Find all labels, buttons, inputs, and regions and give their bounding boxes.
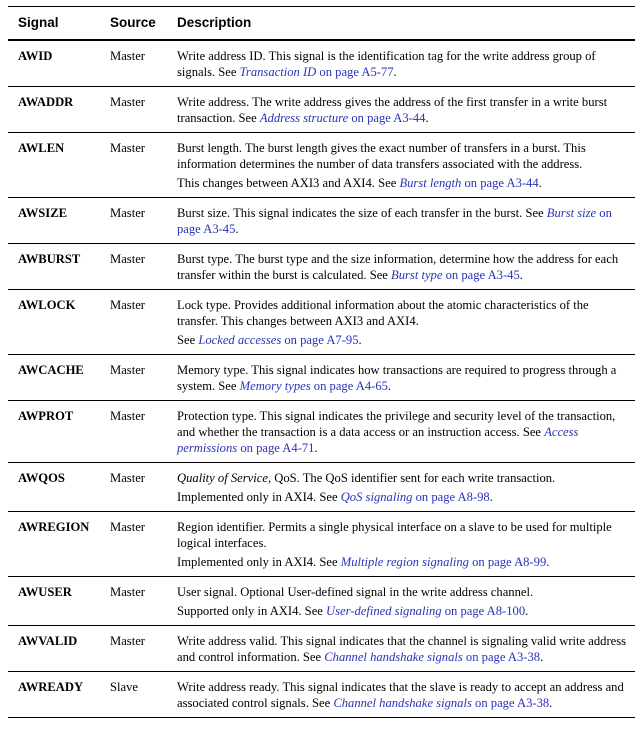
signal-description: [167, 577, 635, 626]
signal-name: AWBURST: [8, 244, 100, 290]
signal-name: AWQOS: [8, 463, 100, 512]
signal-source: Master: [100, 355, 167, 401]
table-row: [8, 87, 635, 133]
link-page: on page A7-95: [281, 333, 359, 347]
link-title: Channel handshake signals: [333, 696, 472, 710]
description-text: .: [519, 268, 523, 282]
link-page: on page A3-45: [177, 206, 612, 236]
signal-source: Master: [100, 577, 167, 626]
signal-name: AWSIZE: [8, 198, 100, 244]
link-title: User-defined signaling: [326, 604, 442, 618]
table-row: [8, 40, 635, 87]
link-page: on page A8-99: [468, 555, 547, 569]
description-text: Burst size. This signal indicates the size of each transfer in the burst. See: [177, 206, 547, 220]
signal-name: AWADDR: [8, 87, 100, 133]
signal-description: [167, 672, 635, 718]
link-page: on page A3-44: [461, 176, 539, 190]
table-row: [8, 672, 635, 718]
description-text: User signal. Optional User-defined signal in the write address channel.: [177, 585, 534, 599]
description-text: .: [540, 650, 544, 664]
description-text: .: [393, 65, 397, 79]
signal-source: Master: [100, 198, 167, 244]
header-signal: Signal: [8, 7, 100, 41]
description-text: .: [387, 379, 392, 393]
description-paragraph: [177, 679, 629, 711]
signal-name: AWLOCK: [8, 290, 100, 355]
link-title: Locked accesses: [198, 333, 282, 347]
signal-name: AWLEN: [8, 133, 100, 198]
signal-table: [8, 6, 635, 718]
table-body: [8, 40, 635, 718]
description-paragraph: [177, 408, 629, 456]
description-text: .: [549, 696, 553, 710]
description-text: .: [358, 333, 362, 347]
table-row: [8, 577, 635, 626]
signal-description: [167, 401, 635, 463]
description-text: Burst type. The burst type and the size information, determine how the address for each transfer within the burst is calculated. See: [177, 252, 619, 282]
description-text: .: [425, 111, 429, 125]
italic-term: Quality of Service: [177, 471, 268, 485]
description-paragraph: [177, 584, 629, 600]
link-title: Access permissions: [177, 425, 579, 455]
link-page: on page A3-38: [471, 696, 550, 710]
link-page: on page A3-38: [462, 650, 541, 664]
signal-source: Master: [100, 401, 167, 463]
description-text: , QoS. The QoS identifier sent for each write transaction.: [267, 471, 556, 485]
signal-table-container: [8, 6, 635, 718]
signal-source: Master: [100, 626, 167, 672]
cross-reference-link[interactable]: [326, 604, 525, 618]
signal-source: Slave: [100, 672, 167, 718]
cross-reference-link[interactable]: [341, 490, 490, 504]
description-text: See: [177, 333, 199, 347]
description-paragraph: [177, 94, 629, 126]
description-text: Memory type. This signal indicates how transactions are required to progress through a system. See: [177, 363, 617, 393]
header-source: Source: [100, 7, 167, 41]
link-page: on page A8-98: [412, 490, 490, 504]
description-text: Lock type. Provides additional information about the atomic characteristics of the transfer. This changes between AXI3 and AXI4.: [177, 298, 589, 328]
signal-description: [167, 244, 635, 290]
description-text: .: [489, 490, 493, 504]
link-title: Memory types: [239, 379, 311, 393]
link-page: on page A4-65: [310, 379, 388, 393]
description-text: Implemented only in AXI4. See: [177, 555, 341, 569]
description-paragraph: [177, 489, 629, 505]
signal-source: Master: [100, 244, 167, 290]
signal-description: [167, 512, 635, 577]
cross-reference-link[interactable]: [198, 333, 358, 347]
signal-description: [167, 133, 635, 198]
signal-description: [167, 40, 635, 87]
link-title: Address structure: [259, 111, 349, 125]
description-text: Region identifier. Permits a single physical interface on a slave to be used for multiple logical interfaces.: [177, 520, 612, 550]
table-row: [8, 463, 635, 512]
description-text: Implemented only in AXI4. See: [177, 490, 341, 504]
link-page: on page A3-45: [442, 268, 520, 282]
link-page: on page A3-44: [348, 111, 426, 125]
cross-reference-link[interactable]: [240, 65, 394, 79]
link-title: Burst length: [399, 176, 462, 190]
header-row: [8, 7, 635, 41]
link-page: on page A4-71: [237, 441, 315, 455]
description-text: Write address ready. This signal indicates that the slave is ready to accept an address and associated control signals. See: [177, 680, 624, 710]
table-row: [8, 198, 635, 244]
signal-source: Master: [100, 290, 167, 355]
signal-source: Master: [100, 512, 167, 577]
link-page: on page A8-100: [441, 604, 526, 618]
cross-reference-link[interactable]: [391, 268, 520, 282]
link-title: Burst size: [546, 206, 597, 220]
description-text: .: [538, 176, 542, 190]
description-paragraph: [177, 603, 629, 619]
table-row: [8, 512, 635, 577]
description-text: This changes between AXI3 and AXI4. See: [177, 176, 400, 190]
signal-name: AWUSER: [8, 577, 100, 626]
signal-description: [167, 198, 635, 244]
link-title: QoS signaling: [340, 490, 413, 504]
table-row: [8, 244, 635, 290]
table-row: [8, 290, 635, 355]
table-row: [8, 133, 635, 198]
signal-description: [167, 463, 635, 512]
signal-name: AWID: [8, 40, 100, 87]
description-text: Write address. The write address gives the address of the first transfer in a write burst transaction. See: [177, 95, 608, 125]
cross-reference-link[interactable]: [259, 111, 429, 125]
description-paragraph: [177, 470, 629, 486]
signal-description: [167, 626, 635, 672]
header-description: Description: [167, 7, 635, 41]
description-text: Write address valid. This signal indicates that the channel is signaling valid write address and control information. See: [177, 634, 627, 664]
signal-source: Master: [100, 463, 167, 512]
link-title: Transaction ID: [239, 65, 317, 79]
cross-reference-link[interactable]: [399, 176, 538, 190]
description-paragraph: [177, 362, 629, 394]
description-text: Supported only in AXI4. See: [177, 604, 327, 618]
description-paragraph: [177, 48, 629, 80]
link-title: Burst type: [391, 268, 443, 282]
signal-name: AWCACHE: [8, 355, 100, 401]
description-paragraph: [177, 297, 629, 329]
description-paragraph: [177, 633, 629, 665]
description-paragraph: [177, 332, 629, 348]
description-text: .: [314, 441, 318, 455]
signal-name: AWREGION: [8, 512, 100, 577]
description-text: Protection type. This signal indicates the privilege and security level of the transaction, and whether the transaction is a data access or an instruction access. See: [177, 409, 616, 439]
cross-reference-link[interactable]: [240, 379, 388, 393]
description-paragraph: [177, 519, 629, 551]
description-paragraph: [177, 140, 629, 172]
signal-source: Master: [100, 87, 167, 133]
cross-reference-link[interactable]: [324, 650, 540, 664]
description-paragraph: [177, 175, 629, 191]
link-page: on page A5-77: [316, 65, 394, 79]
description-paragraph: [177, 205, 629, 237]
table-row: [8, 626, 635, 672]
table-header: [8, 7, 635, 41]
signal-name: AWREADY: [8, 672, 100, 718]
table-row: [8, 355, 635, 401]
description-text: Burst length. The burst length gives the exact number of transfers in a burst. This information determines the number of data transfers associated with the address.: [177, 141, 586, 171]
description-text: .: [235, 222, 239, 236]
link-title: Channel handshake signals: [324, 650, 463, 664]
signal-description: [167, 355, 635, 401]
signal-source: Master: [100, 133, 167, 198]
cross-reference-link[interactable]: [340, 555, 550, 569]
signal-description: [167, 290, 635, 355]
description-text: .: [546, 555, 550, 569]
description-paragraph: [177, 554, 629, 570]
signal-source: Master: [100, 40, 167, 87]
signal-name: AWVALID: [8, 626, 100, 672]
signal-description: [167, 87, 635, 133]
link-title: Multiple region signaling: [340, 555, 469, 569]
description-text: Write address ID. This signal is the identification tag for the write address group of signals. See: [177, 49, 596, 79]
table-row: [8, 401, 635, 463]
cross-reference-link[interactable]: [333, 696, 549, 710]
signal-name: AWPROT: [8, 401, 100, 463]
description-text: .: [525, 604, 529, 618]
description-paragraph: [177, 251, 629, 283]
